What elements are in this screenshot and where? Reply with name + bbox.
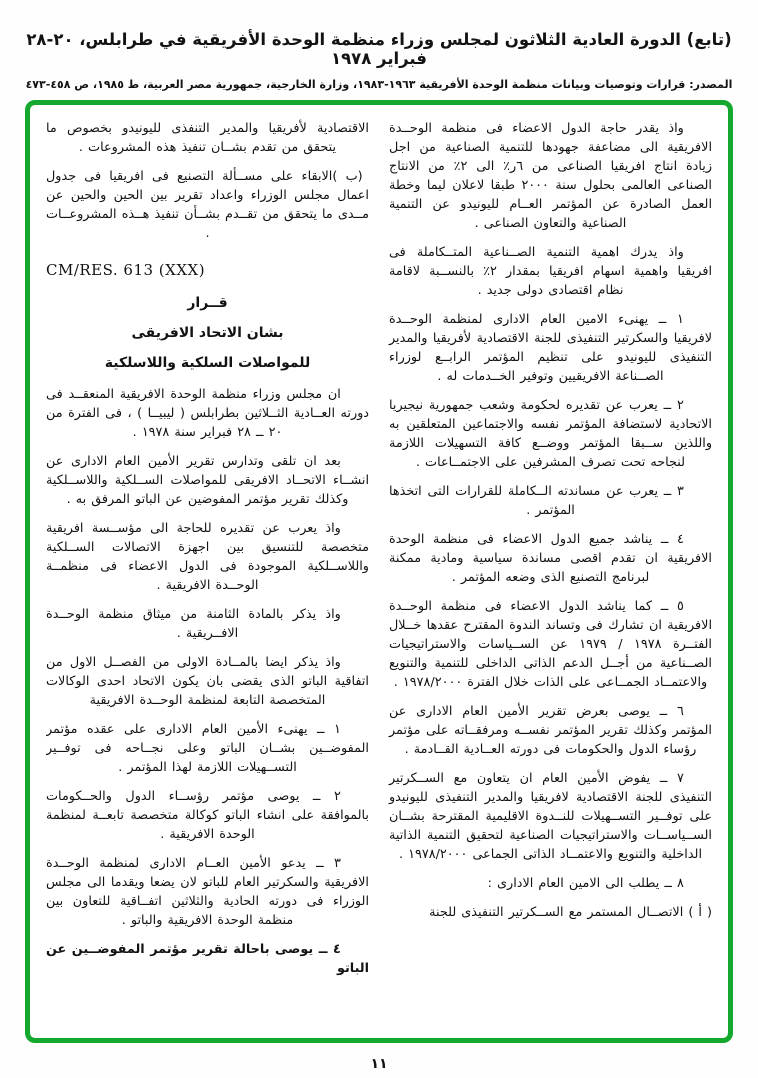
page-header-title: (تابع) الدورة العادية الثلاثون لمجلس وزراء منظمة الوحدة الأفريقية في طرابلس، ٢٠-٢٨ فبراير ١٩٧٨	[26, 30, 732, 68]
paragraph: واذ يعرب عن تقديره للحاجة الى مؤســسة افريقية متخصصة للتنسيق بين اجهزة الاتصالات الســلكية واللاســلكية الموجودة فى الدول الاعضاء فى منظمــة الوحــدة الافريقية .	[46, 521, 369, 593]
numbered-clause-3: ٣ ــ يدعو الأمين العــام الادارى لمنظمة الوحــدة الافريقية والسكرتير العام للباتو لان يضعا ويقدما الى مجلس الوزراء فى دورته الحادية والثلاثين اتفــاقية للتعاون بين منظمة الوحدة الافريقية والباتو .	[46, 856, 369, 928]
resolution-heading: قــرار	[187, 295, 228, 311]
sub-clause-a: ( أ ) الاتصــال المستمر مع الســكرتير التنفيذى للجنة	[429, 905, 712, 920]
paragraph: واذ يقدر حاجة الدول الاعضاء فى منظمة الوحــدة الافريقية الى مضاعفة جهودها للتنمية الصناعية من اجل زيادة انتاج افريقيا الصناعى من ٦ر٪ الى ٢٪ من الانتاج الصناعى العالمى بحلول سنة ٢٠٠٠ طبقا لاعلان ليما وخطة العمل الصادرة عن المؤتمر العــام لليونيدو عن التنمية الصناعية والتعاون الصناعى .	[389, 121, 712, 231]
numbered-clause-3: ٣ ــ يعرب عن مساندته الــكاملة للقرارات التى اتخذها المؤتمر .	[389, 484, 684, 518]
column-right	[389, 119, 712, 1032]
numbered-clause-4: ٤ ــ يناشد جميع الدول الاعضاء فى منظمة الوحدة الافريقية ان تقدم اقصى مساندة سياسية ومادية ممكنة لبرنامج التصنيع الذى وضعه المؤتمر .	[389, 532, 712, 585]
numbered-clause-6: ٦ ــ يوصى بعرض تقرير الأمين العام الادارى عن المؤتمر وكذلك تقرير المؤتمر نفســه ومرفقــاته على مؤتمر رؤساء الدول والحكومات فى دورته العــادية القــادمة .	[389, 704, 712, 757]
paragraph: واذ يدرك اهمية التنمية الصــناعية المتــكاملة فى افريقيا واهمية اسهام افريقيا بمقدار ٢٪ بالنســبة لاقامة نظام اقتصادى دولى جديد .	[389, 245, 712, 298]
source-line: المصدر: قرارات وتوصيات وبيانات منظمة الوحدة الأفريقية ١٩٦٣-١٩٨٣، وزارة الخارجية، جمهورية مصر العربية، ط ١٩٨٥، ص ٤٥٨-٤٧٣	[25, 78, 733, 91]
paragraph: ان مجلس وزراء منظمة الوحدة الافريقية المنعقــد فى دورته العــادية الثــلاثين بطرابلس ( ليبيــا ) ، فى الفترة من ٢٠ ــ ٢٨ فبراير سنة ١٩٧٨ .	[46, 387, 369, 440]
two-column-layout	[46, 119, 712, 1032]
numbered-clause-8: ٨ ــ يطلب الى الامين العام الادارى :	[487, 876, 684, 891]
paragraph: واذ يذكر ايضا بالمــادة الاولى من الفصــل الاول من اتفاقية الباتو الذى يقضى بان يكون الاتحاد احدى الوكالات المتخصصة التابعة لمنظمة الوحــدة الافريقية	[46, 655, 369, 708]
numbered-clause-1: ١ ــ يهنىء الأمين العام الادارى على عقده مؤتمر المفوضــين بشــان الباتو وعلى نجــاحه فى توفــير التســهيلات اللازمة لهذا المؤتمر .	[46, 722, 369, 775]
content-border-box	[25, 100, 733, 1043]
paragraph-continuation: الاقتصادية لأفريقيا والمدير التنفذى لليونيدو بخصوص ما يتحقق من تقدم بشــان تنفيذ هذه المشروعات .	[46, 121, 369, 155]
numbered-clause-5: ٥ ــ كما يناشد الدول الاعضاء فى منظمة الوحــدة الافريقية ان تشارك فى وتساند الندوة المقترح عقدها خــلال الفتــرة ١٩٧٨ / ١٩٧٩ عن الســياسات والاستراتيجيات الصــناعية من أجــل الدعم الذاتى الداخلى للتنمية والتنويع والاعتمــاد الجمــاعى على الذات خلال الفترة ١٩٧٨/٢٠٠٠ .	[389, 599, 712, 690]
paragraph: واذ يذكر بالمادة الثامنة من ميثاق منظمة الوحــدة الافــريقية .	[46, 607, 341, 641]
numbered-clause-2: ٢ ــ يوصى مؤتمر رؤســاء الدول والحــكومات بالموافقة على انشاء الباتو كوكالة متخصصة تابعــة لمنظمة الوحدة الافريقية .	[46, 789, 369, 842]
numbered-clause-1: ١ ــ يهنىء الامين العام الادارى لمنظمة الوحــدة لافريقيا والسكرتير التنفيذى للجنة الاقتصادية لأفريقيا والمدير التنفيذى لليونيدو على تنظيم المؤتمر الرابــع لوزراء الصــناعة الافريقيين وتوفير الخــدمات له .	[389, 312, 712, 384]
page-number: ١١	[370, 1056, 388, 1072]
column-left	[46, 119, 369, 1032]
numbered-clause-7: ٧ ــ يفوض الأمين العام ان يتعاون مع الســكرتير التنفيذى للجنة الاقتصادية لافريقيا والمدير التنفيذى لليونيدو على توفــير التســهيلات للنــدوة الاقليمية المقترحة بشــان الســياســات والاستراتيجيات الصناعية لتحقيق التنمية الذاتية الداخلية والتنويع والاعتمــاد الذاتى الجماعى ١٩٧٨/٢٠٠٠ .	[389, 771, 712, 862]
page-header	[0, 0, 758, 91]
paragraph: بعد ان تلقى وتدارس تقرير الأمين العام الادارى عن انشــاء الاتحــاد الافريقى للمواصلات الســلكية واللاســلكية وكذلك تقرير مؤتمر المفوضين عن الباتو المرفق به .	[46, 454, 369, 507]
numbered-clause-4: ٤ ــ يوصى باحالة تقرير مؤتمر المفوضــين عن الباتو	[46, 942, 369, 976]
numbered-clause-2: ٢ ــ يعرب عن تقديره لحكومة وشعب جمهورية نيجيريا الاتحادية لاستضافة المؤتمر نفسه والاجتماعين المتعلقين به واللذين ســبقا المؤتمر ووضــع كافة التسهيلات اللازمة لنجاحه تحت تصرف المشرفين على الاجتمــاعات .	[389, 398, 712, 470]
resolution-number: CM/RES. 613 (XXX)	[46, 261, 206, 279]
resolution-subject-line-2: للمواصلات السلكية واللاسلكية	[104, 355, 311, 371]
resolution-subject-line-1: بشان الاتحاد الافريقى	[131, 325, 284, 341]
sub-clause-b: (ب )الابقاء على مســألة التصنيع فى افريقيا فى جدول اعمال مجلس الوزراء واعداد تقرير بين الحين والحين عن مــدى ما يتحقق من تقــدم بشــأن تنفيذ هــذه المشروعــات .	[46, 169, 369, 241]
